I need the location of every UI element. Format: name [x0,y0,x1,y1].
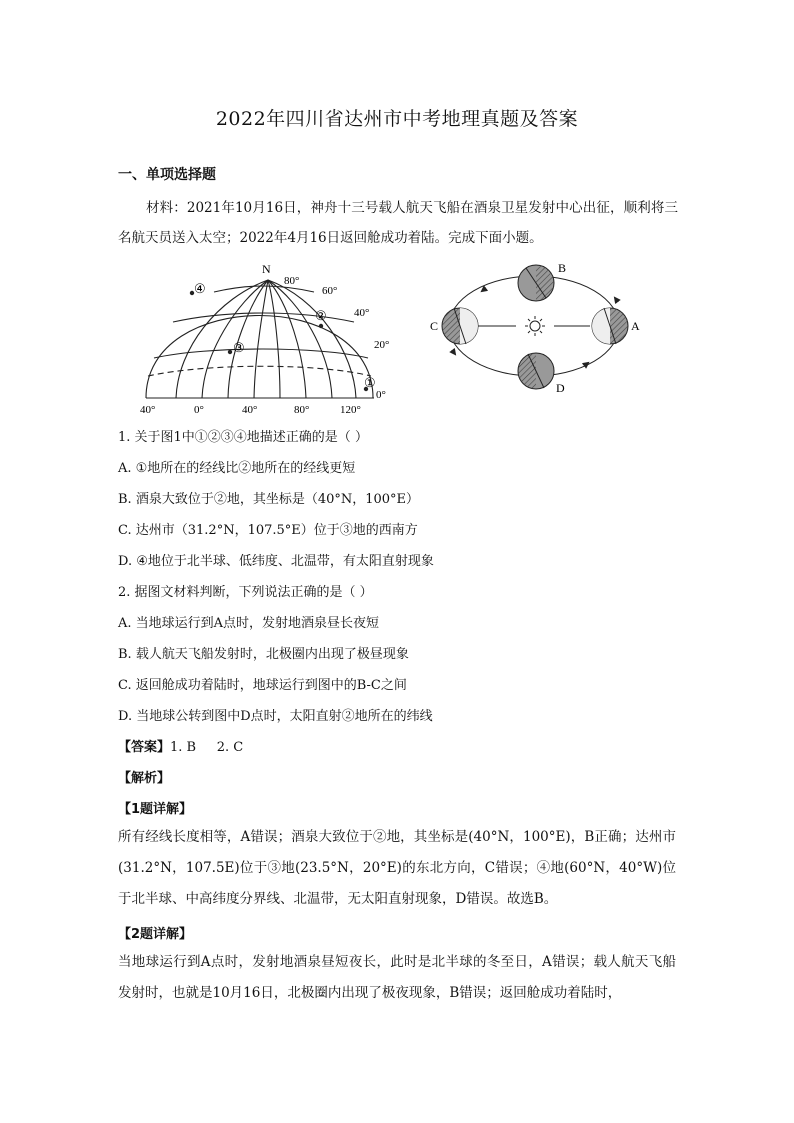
lat-label-0: 0° [376,389,386,401]
question-1-option-a: A. ①地所在的经线比②地所在的经线更短 [118,461,356,476]
lon-label-40w: 40° [140,404,156,416]
analysis-label: 【解析】 [118,771,171,786]
position-label-c: C [430,319,439,333]
point-4-label: ④ [194,281,206,296]
lat-label-60: 60° [322,285,338,297]
answer-text: 1. B 2. C [170,740,244,755]
question-2-option-c: C. 返回舱成功着陆时，地球运行到图中的B-C之间 [118,678,407,693]
point-1-label: ① [364,375,376,390]
lon-label-40e: 40° [242,404,258,416]
graticule-figure [118,258,390,418]
earth-position-c [442,308,478,344]
position-label-b: B [558,261,567,275]
detail-2-text: 当地球运行到A点时，发射地酒泉昼短夜长，此时是北半球的冬至日，A错误；载人航天飞船发射时，也就是10月16日，北极圈内出现了极夜现象，B错误；返回舱成功着陆时， [118,954,676,1001]
point-2-label: ② [315,308,327,323]
lon-label-80e: 80° [294,404,310,416]
answer-label: 【答案】 [118,740,171,755]
earth-position-d [518,353,554,389]
section-heading: 一、单项选择题 [118,167,216,183]
sun-icon [525,316,545,336]
question-1-option-c: C. 达州市（31.2°N，107.5°E）位于③地的西南方 [118,523,418,538]
question-1-option-b: B. 酒泉大致位于②地，其坐标是（40°N，100°E） [118,492,420,507]
lat-label-40: 40° [354,307,370,319]
question-1-stem: 1. 关于图1中①②③④地描述正确的是（ ） [118,430,368,445]
detail-2-label: 【2题详解】 [118,927,193,942]
north-label: N [262,262,271,276]
detail-1-text: 所有经线长度相等，A错误；酒泉大致位于②地，其坐标是(40°N，100°E)，B正确；达州市(31.2°N，107.5E)位于③地(23.5°N，20°E)的东北方向，C错误；④地(60°N，40°W)位于北半球、中高纬度分界线、北温带，无太阳直射现象，D错误。故选B。 [118,829,676,907]
question-2-option-b: B. 载人航天飞船发射时，北极圈内出现了极昼现象 [118,647,409,662]
question-1-option-d: D. ④地位于北半球、低纬度、北温带，有太阳直射现象 [118,554,434,569]
earth-position-a [592,308,628,344]
question-2-option-d: D. 当地球公转到图中D点时，太阳直射②地所在的纬线 [118,709,433,724]
lat-label-20: 20° [374,339,390,351]
figures [118,258,678,418]
orbit-figure [424,258,654,408]
point-3-label: ③ [233,340,245,355]
lon-label-120e: 120° [340,404,361,416]
material-paragraph: 材料：2021年10月16日，神舟十三号载人航天飞船在酒泉卫星发射中心出征，顺利将三名航天员送入太空；2022年4月16日返回舱成功着陆。完成下面小题。 [118,200,678,246]
question-2-stem: 2. 据图文材料判断，下列说法正确的是（ ） [118,585,373,600]
earth-position-b [518,265,554,301]
position-label-a: A [631,319,640,333]
answer-line [118,736,243,755]
lat-label-80: 80° [284,275,300,287]
detail-1-label: 【1题详解】 [118,802,193,817]
page-title: 2022年四川省达州市中考地理真题及答案 [215,108,579,130]
lon-label-0: 0° [194,404,204,416]
question-2-option-a: A. 当地球运行到A点时，发射地酒泉昼长夜短 [118,616,380,631]
position-label-d: D [556,381,565,395]
